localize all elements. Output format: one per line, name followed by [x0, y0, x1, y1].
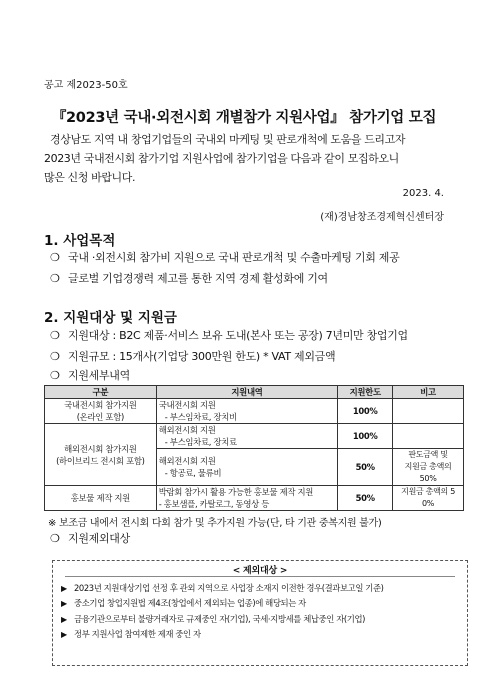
bullet-circle-icon: ❍: [50, 532, 60, 545]
table-cell-content: 국내전시회 지원 - 부스임차료, 장치비: [156, 399, 338, 424]
exclusion-bullet: ❍ 지원제외대상: [50, 532, 130, 545]
triangle-right-icon: ▶: [61, 599, 67, 609]
table-cell-note: 지원금 총액의 5 0%: [393, 486, 464, 511]
organization-name: (재)경남창조경제혁신센터장: [320, 212, 444, 223]
table-cell-content: 해외전시회 지원 - 부스임차료, 장치료: [156, 424, 338, 449]
table-cell-category: 홍보물 제작 지원: [45, 486, 157, 511]
list-item: ▶ 정부 지원사업 참여제한 제재 중인 자: [61, 627, 384, 642]
footnote: ※ 보조금 내에서 전시회 다회 참가 및 추가지원 가능(단, 타 기관 중복지원 불가): [48, 518, 382, 529]
table-cell-note: 판도금액 및 지원금 총액의 50%: [393, 449, 464, 486]
list-item: ▶ 중소기업 창업지원법 제4조(창업에서 제외되는 업종)에 해당되는 자: [61, 596, 384, 611]
section2-item: ❍ 지원대상 : B2C 제품·서비스 보유 도내(본사 또는 공장) 7년미만 창업기업: [50, 329, 408, 342]
notice-number: 공고 제2023-50호: [44, 80, 128, 91]
table-row: [45, 424, 464, 449]
exclusion-box: [52, 560, 468, 666]
triangle-right-icon: ▶: [61, 630, 67, 640]
triangle-right-icon: ▶: [61, 584, 67, 593]
section1-heading: 1. 사업목적: [44, 233, 116, 249]
section1-item: ❍ 국내 ·외전시회 참가비 지원으로 국내 판로개척 및 수출마케팅 기회 제공: [50, 251, 400, 264]
intro-line: 많은 신청 바랍니다.: [44, 171, 136, 184]
intro-line: 경상남도 지역 내 창업기업들의 국내외 마케팅 및 판로개척에 도움을 드리고자: [50, 133, 406, 146]
bullet-circle-icon: ❍: [50, 272, 60, 285]
bullet-circle-icon: ❍: [50, 329, 60, 342]
table-header: 구분: [45, 386, 157, 399]
exclusion-list: [61, 581, 384, 643]
bullet-circle-icon: ❍: [50, 350, 60, 363]
table-row: [45, 399, 464, 424]
list-item: ▶ 금융기관으로부터 불량거래자로 규제중인 자(기업), 국세·지방세를 체납중인 자(기업): [61, 612, 384, 627]
section1-item: ❍ 글로벌 기업경쟁력 제고를 통한 지역 경제 활성화에 기여: [50, 272, 328, 285]
section2-heading: 2. 지원대상 및 지원금: [44, 310, 177, 326]
divider: [65, 576, 455, 577]
table-cell-limit: 50%: [338, 486, 393, 511]
exclusion-box-title: < 제외대상 >: [232, 566, 288, 576]
table-header: 지원한도: [338, 386, 393, 399]
table-cell-content: 박람회 참가시 활용 가능한 홍보물 제작 지원 - 홍보샘플, 카탈로그, 동영상 등: [156, 486, 338, 511]
table-header-row: [45, 386, 464, 399]
section2-item: ❍ 지원세부내역: [50, 369, 130, 382]
support-table: [44, 385, 464, 511]
section2-item: ❍ 지원규모 : 15개사(기업당 300만원 한도) * VAT 제외금액: [50, 350, 336, 363]
bullet-circle-icon: ❍: [50, 251, 60, 264]
intro-line: 2023년 국내전시회 참가기업 지원사업에 참가기업을 다음과 같이 모집하오니: [44, 152, 399, 165]
table-cell-note: [393, 424, 464, 449]
table-header: 지원내역: [156, 386, 338, 399]
triangle-right-icon: ▶: [61, 614, 67, 624]
page-title: 『2023년 국내·외전시회 개별참가 지원사업』 참가기업 모집: [51, 110, 437, 126]
table-cell-note: [393, 399, 464, 424]
table-cell-content: 해외전시회 지원 - 항공료, 물류비: [156, 449, 338, 486]
table-header: 비고: [393, 386, 464, 399]
bullet-circle-icon: ❍: [50, 369, 60, 382]
table-cell-category: 국내전시회 참가지원 (온라인 포함): [45, 399, 157, 424]
intro-paragraph: [44, 130, 464, 187]
table-cell-category: 해외전시회 참가지원 (하이브리드 전시회 포함): [45, 424, 157, 486]
table-cell-limit: 100%: [338, 424, 393, 449]
table-cell-limit: 100%: [338, 399, 393, 424]
announcement-date: 2023. 4.: [402, 188, 444, 199]
table-cell-limit: 50%: [338, 449, 393, 486]
table-row: [45, 486, 464, 511]
list-item: ▶ 2023년 지원대상기업 선정 후 관외 지역으로 사업장 소재지 이전한 경우(결과보고일 기준): [61, 581, 384, 596]
